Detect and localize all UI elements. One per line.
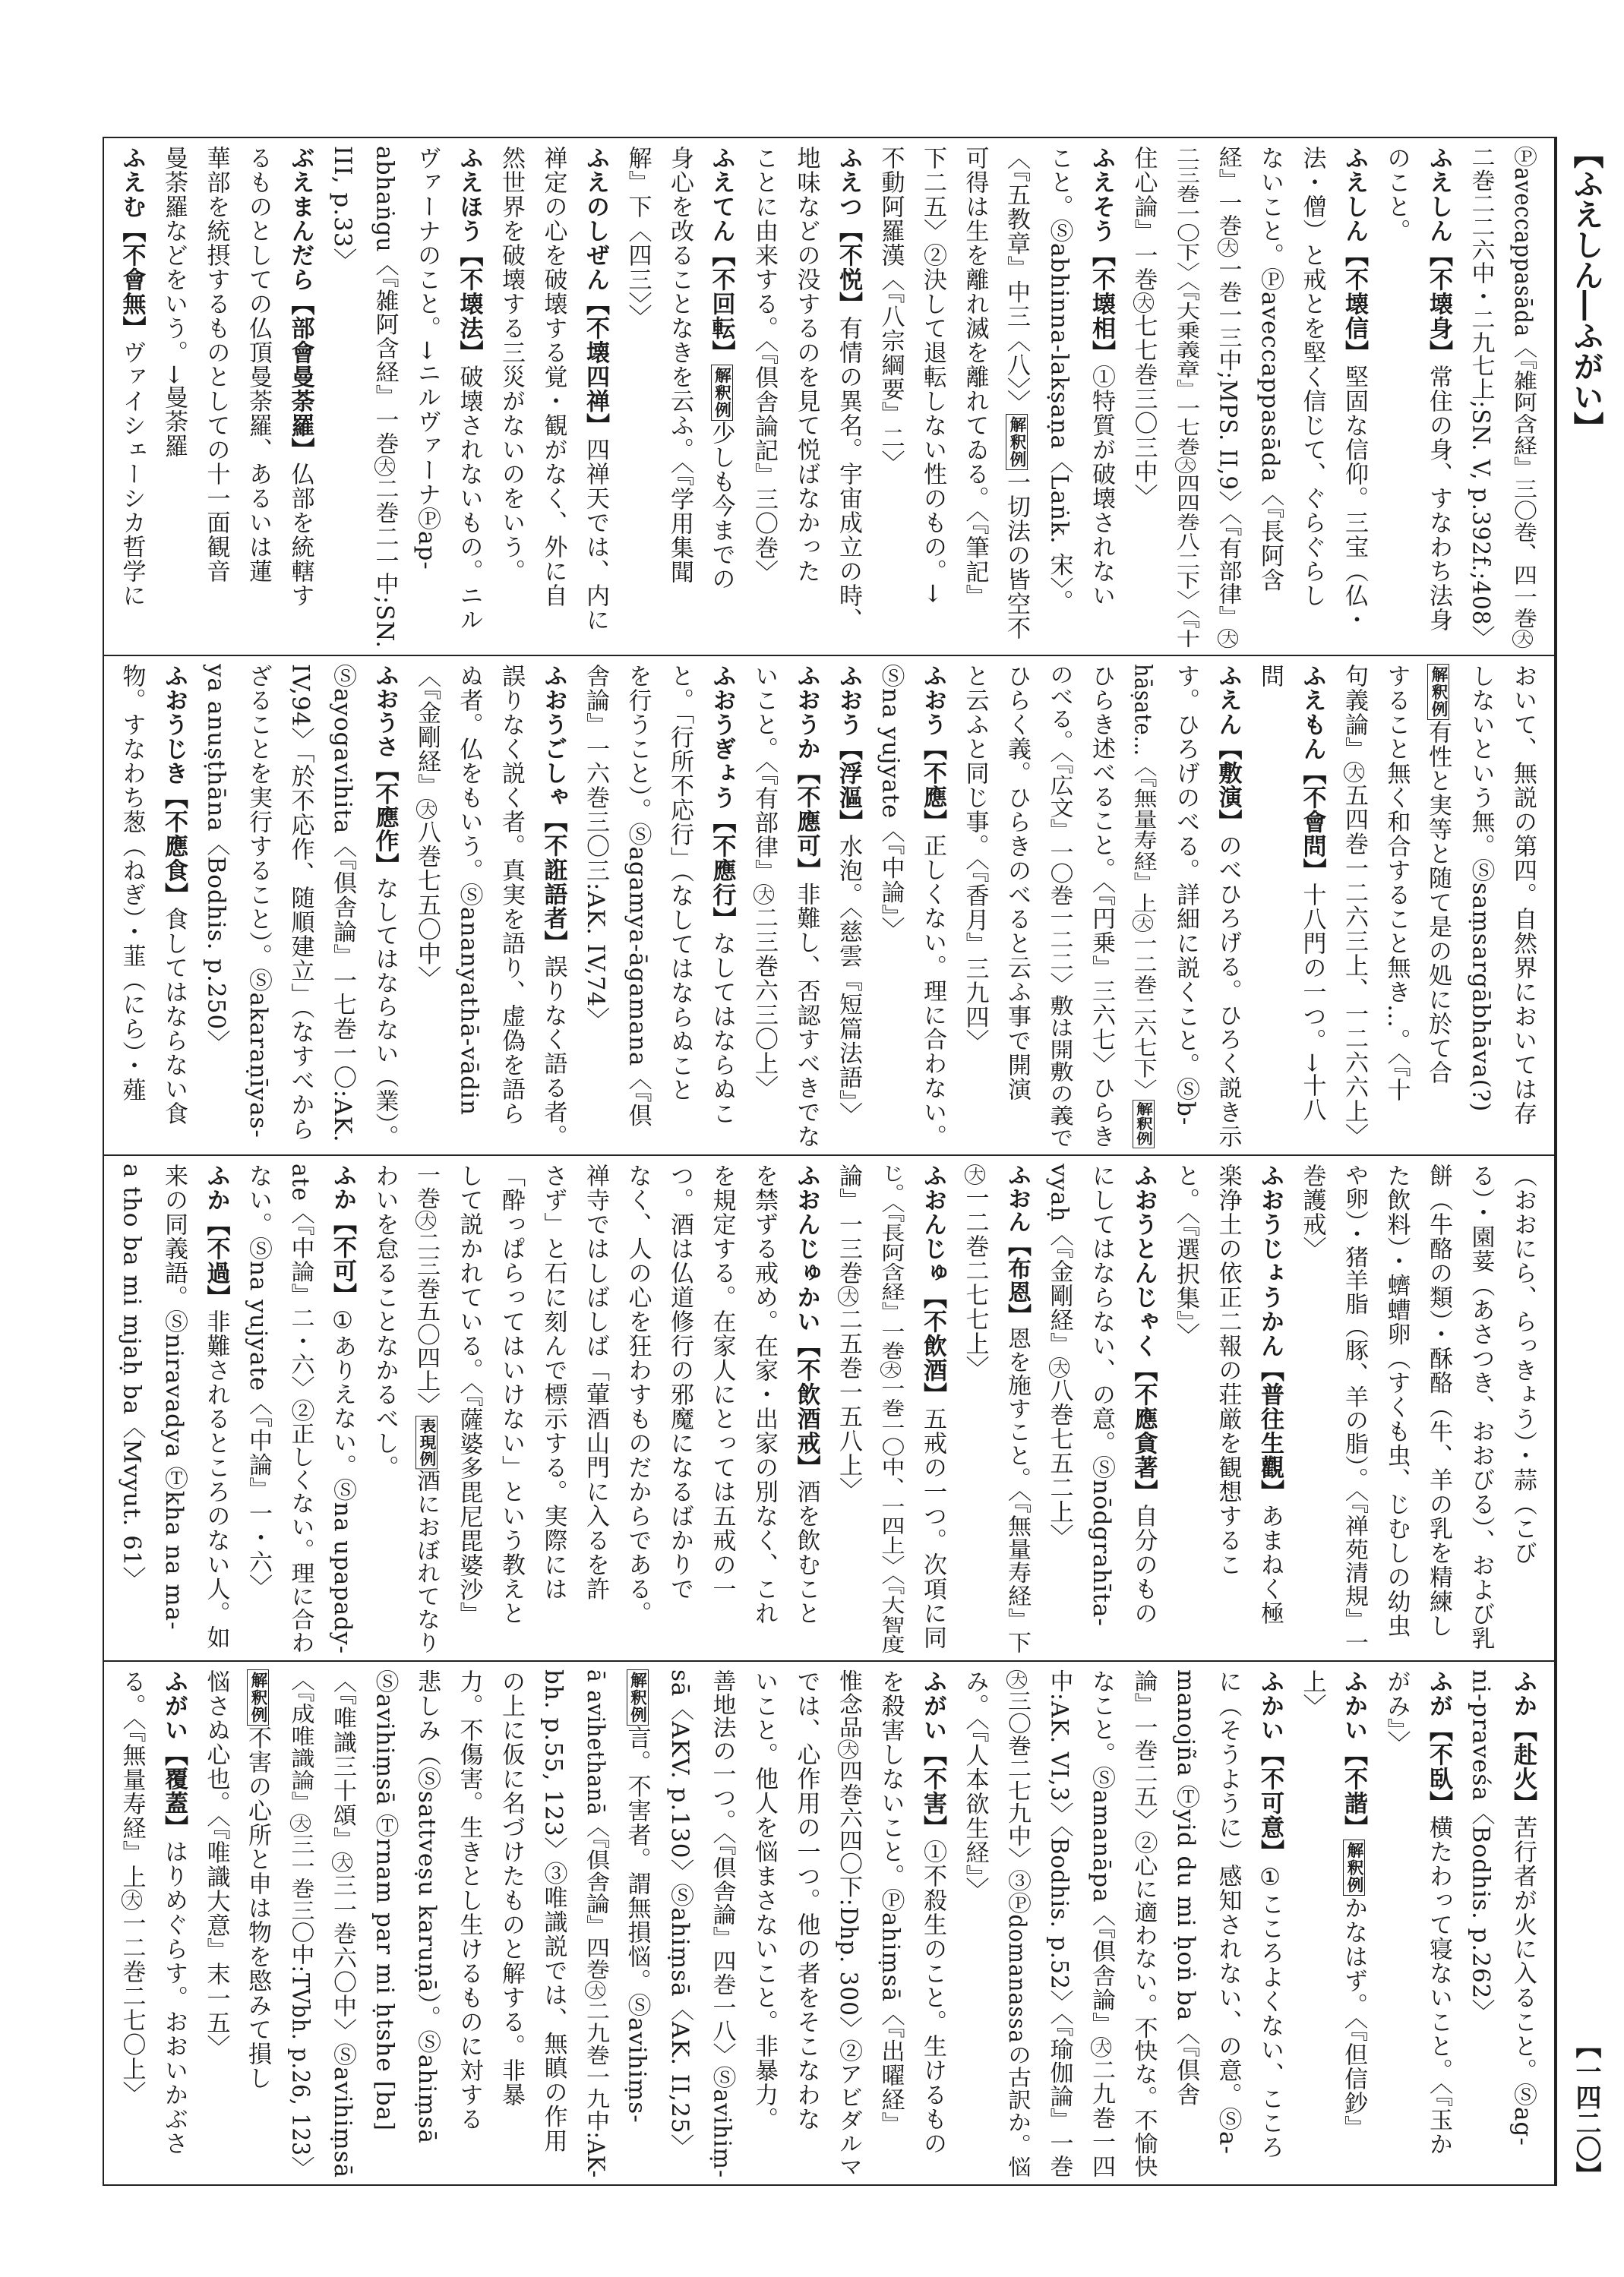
text-line: hāṣate…〈『無量寿経』上大一二巻二六七下〉解釈例 [1122, 664, 1164, 1148]
text-line: 餅（牛酪の類）・酥酪（牛、羊の乳を精練し [1425, 1164, 1452, 1638]
text-line: ふおう【浮漚】水泡。〈慈雲『短篇法語』〉 [835, 664, 862, 1126]
text-line: a tho ba mi mjaḥ ba〈Mvyut. 61〉 [118, 1164, 146, 1591]
text-line: 経』一巻大一巻一三中;MPS. II,9〉〈『有部律』大 [1206, 146, 1249, 649]
text-line: 善地法の一つ。〈『倶舎論』四巻一八〉Ⓢavihiṃ- [708, 1669, 736, 2178]
text-line: ふえん【敷演】のべひろげる。ひろく説き示 [1214, 664, 1242, 1148]
text-line: と。「行所不応行」（なしてはならぬこと [666, 664, 694, 1102]
text-line: ぶえまんだら【部會曼荼羅】仏部を統轄す [286, 146, 314, 608]
text-line: つ。酒は仏道修行の邪魔になるばかりで [666, 1164, 694, 1601]
text-line: ふおうじょうかん【普往生觀】あまねく極 [1256, 1164, 1284, 1625]
text-line: 華部を統摂するものとしての十一面観音 [202, 146, 230, 583]
text-line: 句義論』大五四巻一二六三上、一二六六上〉 [1341, 664, 1368, 1148]
text-line: では、心作用の一つ。他の者をそこなわな [792, 1669, 820, 2131]
text-line: ふか【不過】非難されるところのない人。如 [202, 1164, 230, 1650]
text-line: 二巻二二六中・二九七上;SN. V, p.392f.;408〉 [1467, 146, 1495, 649]
text-line: 〈『成唯識論』大三一巻三〇中:TVbh. p.26, 123〉 [286, 1669, 314, 2178]
text-line: 惟念品大四巻六四〇下:Dhp. 300〉②アビダルマ [835, 1669, 862, 2178]
text-line: 「酔っぱらってはいけない」という教えと [498, 1164, 525, 1625]
text-line: と云ふと同じ事。〈『香月』三九四〉 [961, 664, 989, 1053]
text-line: 可得は生を離れ滅を離れてゐる。〈『筆記』 [961, 146, 989, 608]
text-line: る）・園荽（あさつき、おおびる）、および乳 [1467, 1164, 1495, 1650]
text-line: 禅定の心を破壊する覚・観がなく、外に自 [539, 146, 567, 608]
text-line: す。ひろげのべる。詳細に説くこと。Ⓢb- [1172, 664, 1199, 1126]
text-line: ひらく義。ひらきのべると云ふ事で開演 [1003, 664, 1031, 1101]
text-line: ざることを実行すること）。Ⓢakaraṇīyas- [245, 664, 272, 1138]
text-line: ない。Ⓢna yujyate〈『中論』一・六〉 [245, 1164, 272, 1599]
text-line: こと。Ⓢabhinna-lakṣaṇa〈Laṅk. 宋〉。 [1045, 146, 1073, 614]
text-line: 力。不傷害。生きとし生けるものに対する [455, 1669, 483, 2131]
text-line: 二三巻一〇下〉〈『大乗義章』一七巻大四四巻八二下〉〈『十 [1172, 146, 1199, 649]
text-line: た飲料）・蠐螬卵（すくも虫、じむしの幼虫 [1382, 1164, 1411, 1638]
text-line: おいて、無説の第四。自然界においては存 [1509, 664, 1537, 1126]
tier-4 [104, 1660, 1554, 2184]
text-line: 大一二巻二七七上〉 [953, 1164, 996, 1654]
text-line: しないという無。Ⓢsaṃsargābhāva(?) [1467, 664, 1495, 1113]
text-line: 禅寺ではしばしば「葷酒山門に入るを許 [582, 1164, 609, 1601]
text-line: Ⓢna yujyate〈『中論』〉 [877, 664, 905, 942]
text-line: み。〈『人本欲生経』〉 [961, 1669, 989, 1902]
text-line: Ⓢayogavihita〈『倶舎論』一七巻一〇:AK. [329, 664, 356, 1143]
text-line: ふがい【不害】①不殺生のこと。生けるもの [919, 1669, 946, 2155]
text-line: ふおうごしゃ【不誑語者】誤りなく語る者。 [539, 664, 567, 1148]
text-line: 巻護戒〉 [1298, 1164, 1326, 1261]
text-line: 曼荼羅などをいう。→曼荼羅 [160, 146, 188, 458]
text-line: ya anuṣṭhāna〈Bodhis. p.250〉 [202, 664, 230, 1055]
text-line: manojña Ⓣyid du mi ḥoṅ ba〈『倶舎 [1172, 1669, 1199, 2107]
text-line: ā avihethanā〈『倶舎論』四巻大二九巻一九中:AK- [582, 1669, 609, 2178]
text-line: 誤りなく説く者。真実を語り、虚偽を語ら [498, 664, 525, 1126]
text-line: 悩さぬ心也。〈『唯識大意』末一五〉 [202, 1669, 230, 2059]
text-line: Ⓢavihiṃsā Ⓣrnam par mi ḥtshe [ba] [371, 1669, 399, 2132]
text-line: さず」と石に刻んで標示する。実際には [539, 1164, 567, 1601]
text-line: 住心論』一巻大七七巻三〇三中〉 [1130, 146, 1158, 508]
text-line: 解』下〈四三〉〉 [624, 146, 652, 329]
text-line: して説かれている。〈『薩婆多毘尼毘婆沙』 [455, 1164, 483, 1626]
page-number-text: 【一四二〇】 [1571, 2032, 1601, 2187]
text-line: 然世界を破壊する三災がないのをいう。 [498, 146, 525, 583]
text-line: ヴァーナのこと。→ニルヴァーナⓅap- [413, 146, 441, 570]
text-line: ふおんじゅ【不飲酒】五戒の一つ。次項に同 [919, 1164, 946, 1650]
text-line: Ⓟaveccappasāda〈『雑阿含経』三〇巻、四一巻大 [1502, 146, 1544, 649]
text-line: ことに由来する。〈『倶舎論記』三〇巻〉 [750, 146, 778, 584]
text-line: 〈『五教章』中三〈八〉〉解釈例一切法の皆空不 [1003, 146, 1030, 641]
text-line: 論』一三巻大二五巻一五八上〉 [835, 1164, 862, 1502]
text-line: 楽浄土の依正二報の荘厳を観想するこ [1214, 1164, 1242, 1577]
text-line: ふおうぎょう【不應行】なしてはならぬこ [708, 664, 736, 1126]
text-line: 地味などの没するのを見て悦ばなかった [792, 146, 820, 583]
text-line: すること無く和合すること無き…。〈『十 [1382, 664, 1411, 1102]
text-line: なく、人の心を狂わすものだからである。 [624, 1164, 652, 1625]
text-line: のべる。〈『広文』一〇巻一二二〉敷は開敷の義で [1045, 664, 1073, 1148]
text-line: 解釈例有性と実等と随て是の処に於て合 [1417, 664, 1460, 1148]
text-line: いこと。他人を悩まさないこと。非暴力。 [750, 1669, 778, 2131]
text-line: ふか【赴火】苦行者が火に入ること。Ⓢag- [1509, 1669, 1537, 2146]
text-line: IV,94〉「於不応作、随順建立」（なすべから [286, 664, 314, 1142]
text-line: と。〈『選択集』〉 [1172, 1164, 1199, 1347]
text-line: 解釈例言。不害者。謂無損悩。Ⓢavihiṃs- [616, 1669, 659, 2178]
text-line: を規定する。在家人にとっては五戒の一 [708, 1164, 736, 1601]
tier-3 [104, 1154, 1554, 1660]
text-line: の上に仮に名づけたものと解する。非暴 [498, 1669, 525, 2107]
text-line: ふえしん【不壊信】堅固な信仰。三宝（仏・ [1341, 146, 1368, 632]
text-line: sā〈AKV. p.130〉Ⓢahiṃsā〈AK. II,25〉 [666, 1669, 694, 2159]
text-line: ふえそう【不壊相】①特質が破壊されない [1088, 146, 1115, 608]
dictionary-body [103, 137, 1557, 2186]
text-line: 上〉 [1298, 1669, 1326, 1718]
text-line: を行うこと）。Ⓢagamya-āgamana〈『倶 [624, 664, 652, 1128]
text-line: にしてはならない、の意。Ⓢnōdgrahīta- [1088, 1164, 1115, 1627]
text-line: ふおん【布恩】恩を施すこと。〈『無量寿経』下 [1003, 1164, 1031, 1654]
text-line: なこと。Ⓢamanāpa〈『倶舎論』大二九巻一四 [1088, 1669, 1115, 2178]
text-line: ふえのしぜん【不壊四禅】四禅天では、内に [582, 146, 609, 632]
text-line: ふえつ【不悦】有情の異名。宇宙成立の時、 [835, 146, 862, 632]
text-line: に（そうように）感知されない、の意。Ⓢa- [1214, 1669, 1242, 2155]
running-head: 【ふえしん―ふがい】 [1569, 138, 1604, 442]
text-line: 中:AK. VI,3〉〈Bodhis. p.52〉〈『瑜伽論』一巻 [1045, 1669, 1073, 2178]
text-line: ふかい【不可意】①こころよくない、こころ [1256, 1669, 1284, 2159]
tier-1 [104, 138, 1554, 655]
text-line: ふおうさ【不應作】なしてはならない（業）。 [371, 664, 399, 1148]
text-line: ふえほう【不壊法】破壊されないもの。ニル [455, 146, 483, 632]
text-line: わいを怠ることなかるべし。 [371, 1164, 399, 1480]
text-line: を殺害しないこと。Ⓟahiṃsā〈『出曜経』 [877, 1669, 905, 2136]
text-line: ふえむ【不會無】ヴァイシェーシカ哲学に [118, 146, 146, 608]
text-line: ふおんじゅかい【不飲酒戒】酒を飲むこと [792, 1164, 820, 1625]
text-line: ふおう【不應】正しくない。理に合わない。 [919, 664, 946, 1148]
text-line: bh. p.55, 123〉③唯識説では、無瞋の作用 [539, 1669, 567, 2153]
text-line: 身心を改ることなきを云ふ。〈『学用集聞 [666, 146, 694, 584]
text-line: ふか【不可】①ありえない。Ⓢna upapady- [329, 1164, 356, 1654]
text-line: がみ』〉 [1382, 1669, 1411, 1755]
text-line: ふおうとんじゃく【不應貪著】自分のもの [1130, 1164, 1158, 1625]
text-line: 悲しみ（Ⓢsattveṣu karuṇā）。Ⓢahiṃsā [413, 1669, 441, 2145]
text-line: III, p.33〉 [329, 146, 356, 273]
text-line: ひらき述べること。〈『円乗』三六七〉ひらき [1088, 664, 1115, 1148]
text-line: る。〈『無量寿経』上大一二巻二七〇上〉 [118, 1669, 146, 2105]
text-line: ないこと。Ⓟaveccappasāda〈『長阿含 [1256, 146, 1284, 592]
text-line: ぬ者。仏をもいう。Ⓢananyathā-vādin [455, 664, 483, 1116]
text-line: 不動阿羅漢〈『八宗綱要』二〉 [877, 146, 905, 475]
text-line: 〈『唯識三十頌』大三一巻六〇中〉Ⓢavihiṃsā [329, 1669, 356, 2178]
text-line: ふえてん【不回転】解釈例少しも今までの [707, 146, 735, 592]
text-line: ふかい【不諧】解釈例かなはず。〈『但信鈔』 [1340, 1669, 1367, 2140]
text-line: ふがい【覆蓋】はりめぐらす。おおいかぶさ [160, 1669, 188, 2155]
text-line: 論』一巻二五〉②心に適わない。不快な。不愉快 [1130, 1669, 1158, 2178]
text-line: 舎論』一六巻三〇三:AK. IV,74〉 [582, 664, 609, 1032]
text-line: 解釈例不害の心所と申は物を愍みて損し [237, 1669, 280, 2178]
text-line: を禁ずる戒め。在家・出家の別なく、これ [750, 1164, 778, 1625]
text-line: ふおうじき【不應食】食してはならない食 [160, 664, 188, 1126]
text-line: じ。〈『長阿含経』一巻大一巻一〇中、一四上〉〈『大智度 [877, 1164, 905, 1654]
text-line: 物。すなわち葱（ねぎ）・韮（にら）・薤 [118, 664, 146, 1102]
text-line: ふえもん【不會問】十八門の一つ。→十八 [1298, 664, 1326, 1122]
text-line: 大三〇巻二七九中〉③Ⓟdomanassaの古訳か。悩 [996, 1669, 1038, 2178]
tier-2 [104, 655, 1554, 1154]
text-line: ふおうか【不應可】非難し、否認すべきでな [792, 664, 820, 1148]
text-line: vyaḥ〈『金剛経』大八巻七五二上〉 [1045, 1164, 1073, 1549]
text-line: ふが【不臥】横たわって寝ないこと。〈『玉か [1425, 1669, 1452, 2156]
text-line: （おおにら、らっきょう）・蒜（こび [1509, 1164, 1537, 1565]
page-number [1563, 2026, 1609, 2187]
text-line: 法・僧）と戒とを堅く信じて、ぐらぐらし [1298, 146, 1326, 608]
text-line: 問 [1256, 664, 1284, 688]
text-line: 一巻大二三巻五〇四上〉表現例酒におぼれてなり [412, 1164, 440, 1654]
text-line: abhaṅgu〈『雑阿含経』一巻大二巻二一中;SN. [371, 146, 399, 649]
text-line: いこと。〈『有部律』大二三巻六三〇上〉 [750, 664, 778, 1100]
text-line: るものとしての仏頂曼荼羅、あるいは蓮 [245, 146, 272, 583]
text-line: 下二五〉②決して退転しない性のもの。→ [919, 146, 946, 604]
text-line: ni-praveśa〈Bodhis. p.262〉 [1467, 1669, 1495, 2024]
text-line: のこと。 [1382, 146, 1411, 243]
text-line: 来の同義語。Ⓢniravadya Ⓣkha na ma- [160, 1164, 188, 1631]
text-line: 〈『金剛経』大八巻七五〇中〉 [413, 664, 441, 990]
text-line: ふえしん【不壊身】常住の身、すなわち法身 [1425, 146, 1452, 632]
text-line: や卵）・猪羊脂（豚、羊の脂）。〈『禅苑清規』一 [1341, 1164, 1368, 1654]
text-line: ate〈『中論』二・六〉②正しくない。理に合わ [286, 1164, 314, 1654]
